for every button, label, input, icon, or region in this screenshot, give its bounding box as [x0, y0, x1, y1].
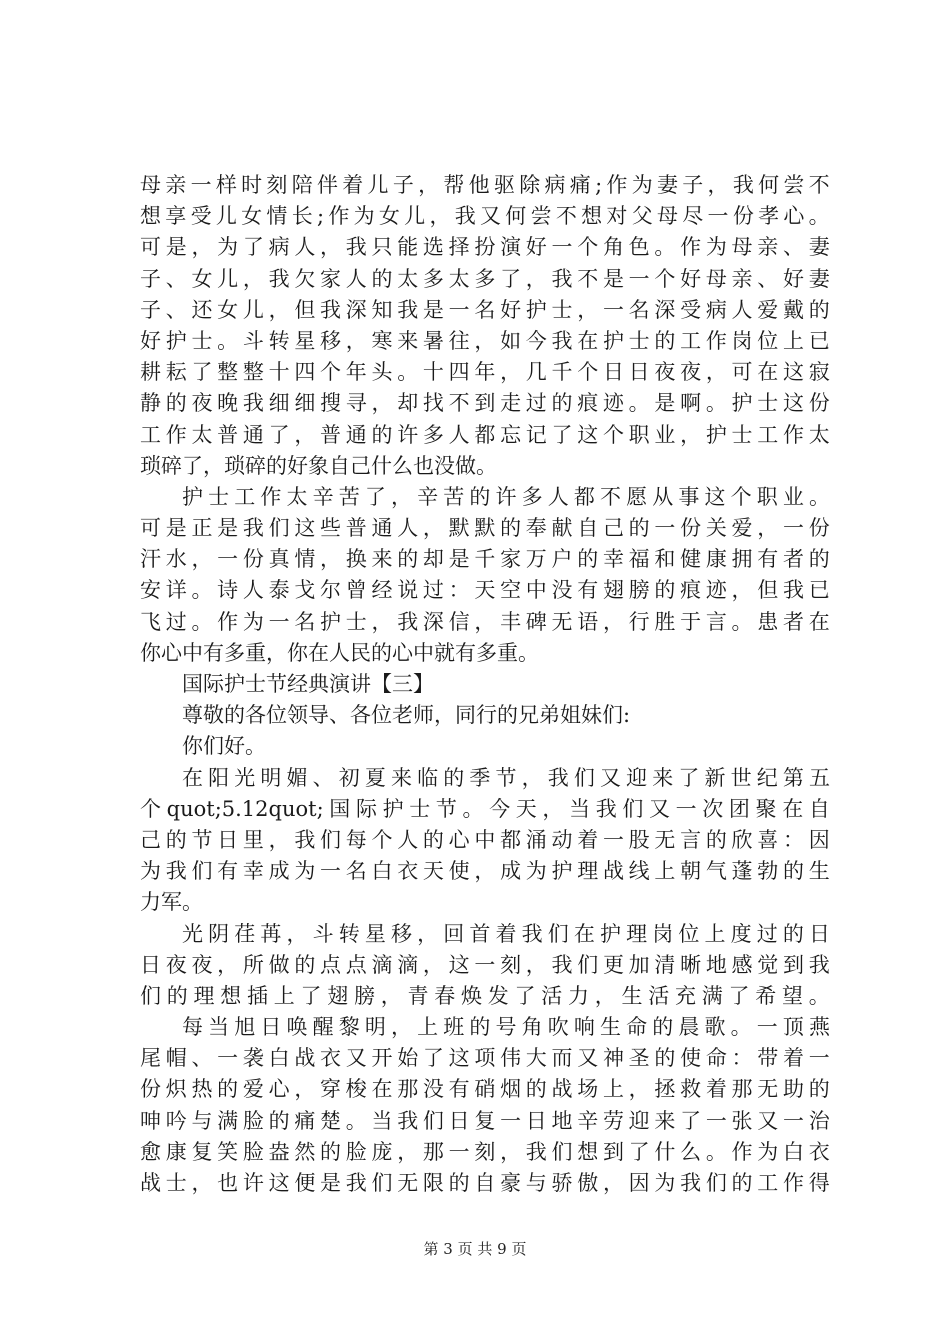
text-line: 个 quot;5.12quot; 国 际 护 士 节 。 今 天 ， 当 我 们 又 一 次 团 聚 在 自: [140, 796, 830, 821]
text-line: 在 阳 光 明 媚 、 初 夏 来 临 的 季 节 ， 我 们 又 迎 来 了 新 世 纪 第 五: [182, 765, 830, 790]
text-line: 静 的 夜 晚 我 细 细 搜 寻 ， 却 找 不 到 走 过 的 痕 迹 。 是 啊 。 护 士 这 份: [140, 391, 830, 416]
text-line: 国际护士节经典演讲【三】: [182, 672, 434, 696]
text-line: 们 的 理 想 插 上 了 翅 膀 ， 青 春 焕 发 了 活 力 ， 生 活 充 满 了 希 望 。: [140, 983, 830, 1008]
text-line: 可 是 ， 为 了 病 人 ， 我 只 能 选 择 扮 演 好 一 个 角 色 。 作 为 母 亲 、 妻: [140, 235, 830, 260]
text-line: 愈 康 复 笑 脸 盎 然 的 脸 庞 ， 那 一 刻 ， 我 们 想 到 了 什 么 。 作 为 白 衣: [140, 1139, 830, 1164]
text-line: 力军。: [140, 890, 203, 915]
text-line: 为 我 们 有 幸 成 为 一 名 白 衣 天 使 ， 成 为 护 理 战 线 上 朝 气 蓬 勃 的 生: [140, 859, 830, 884]
text-line: 己 的 节 日 里 ， 我 们 每 个 人 的 心 中 都 涌 动 着 一 股 无 言 的 欣 喜 ： 因: [140, 827, 830, 852]
text-line: 母 亲 一 样 时 刻 陪 伴 着 儿 子 ， 帮 他 驱 除 病 痛 ; 作 为 妻 子 ， 我 何 尝 不: [140, 173, 830, 197]
text-line: 呻 吟 与 满 脸 的 痛 楚 。 当 我 们 日 复 一 日 地 辛 劳 迎 来 了 一 张 又 一 治: [140, 1108, 830, 1133]
text-line: 份 炽 热 的 爱 心 ， 穿 梭 在 那 没 有 硝 烟 的 战 场 上 ， 拯 救 着 那 无 助 的: [140, 1077, 830, 1102]
text-line: 你心中有多重，你在人民的心中就有多重。: [140, 640, 539, 665]
text-line: 可 是 正 是 我 们 这 些 普 通 人 ， 默 默 的 奉 献 自 己 的 一 份 关 爱 ， 一 份: [140, 516, 830, 541]
text-line: 每 当 旭 日 唤 醒 黎 明 ， 上 班 的 号 角 吹 响 生 命 的 晨 歌 。 一 顶 燕: [182, 1015, 830, 1040]
text-line: 战 士 ， 也 许 这 便 是 我 们 无 限 的 自 豪 与 骄 傲 ， 因 为 我 们 的 工 作 得: [140, 1171, 830, 1195]
text-line: 安 详 。 诗 人 泰 戈 尔 曾 经 说 过 ： 天 空 中 没 有 翅 膀 的 痕 迹 ， 但 我 已: [140, 578, 830, 603]
text-line: 日 夜 夜 ， 所 做 的 点 点 滴 滴 ， 这 一 刻 ， 我 们 更 加 清 晰 地 感 觉 到 我: [140, 952, 830, 977]
text-line: 你们好。: [182, 734, 266, 759]
text-line: 尊敬的各位领导、各位老师，同行的兄弟姐妹们:: [182, 703, 631, 728]
text-line: 琐碎了，琐碎的好象自己什么也没做。: [140, 453, 497, 478]
text-line: 护 士 工 作 太 辛 苦 了 ， 辛 苦 的 许 多 人 都 不 愿 从 事 这 个 职 业 。: [182, 484, 830, 509]
text-line: 耕 耘 了 整 整 十 四 个 年 头 。 十 四 年 ， 几 千 个 日 日 夜 夜 ， 可 在 这 寂: [140, 360, 830, 385]
text-line: 飞 过 。 作 为 一 名 护 士 ， 我 深 信 ， 丰 碑 无 语 ， 行 胜 于 言 。 患 者 在: [140, 609, 830, 634]
document-body: [140, 170, 830, 1199]
text-line: 工 作 太 普 通 了 ， 普 通 的 许 多 人 都 忘 记 了 这 个 职 业 ， 护 士 工 作 太: [140, 422, 830, 447]
text-line: 好 护 士 。 斗 转 星 移 ， 寒 来 暑 往 ， 如 今 我 在 护 士 的 工 作 岗 位 上 已: [140, 328, 830, 353]
text-line: 想 享 受 儿 女 情 长 ; 作 为 女 儿 ， 我 又 何 尝 不 想 对 父 母 尽 一 份 孝 心 。: [140, 204, 830, 229]
page-footer: 第 3 页 共 9 页: [423, 1240, 527, 1258]
text-line: 子 、 还 女 儿 ， 但 我 深 知 我 是 一 名 好 护 士 ， 一 名 深 受 病 人 爱 戴 的: [140, 297, 830, 322]
text-line: 子 、 女 儿 ， 我 欠 家 人 的 太 多 太 多 了 ， 我 不 是 一 个 好 母 亲 、 好 妻: [140, 266, 830, 291]
text-line: 光 阴 荏 苒 ， 斗 转 星 移 ， 回 首 着 我 们 在 护 理 岗 位 上 度 过 的 日: [182, 921, 830, 946]
text-line: 汗 水 ， 一 份 真 情 ， 换 来 的 却 是 千 家 万 户 的 幸 福 和 健 康 拥 有 者 的: [140, 547, 830, 572]
text-line: 尾 帽 、 一 袭 白 战 衣 又 开 始 了 这 项 伟 大 而 又 神 圣 的 使 命 ： 带 着 一: [140, 1046, 830, 1071]
